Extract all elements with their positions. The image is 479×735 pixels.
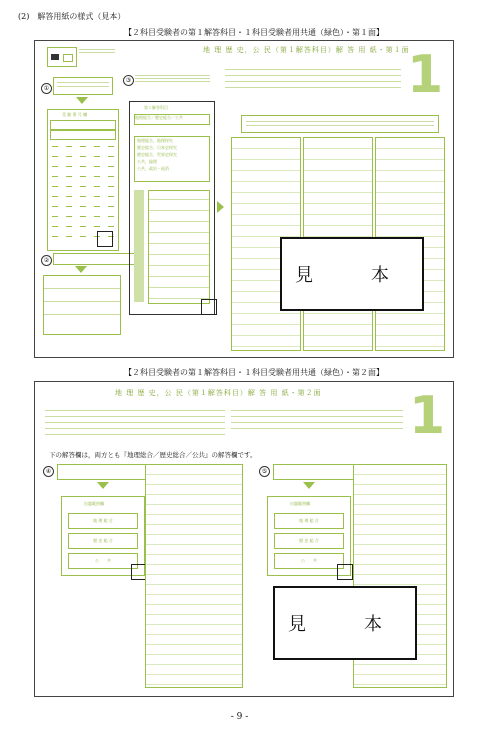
subject-row-2: 歴史総合，日本史探究 bbox=[137, 145, 177, 150]
sheet1-instructions bbox=[225, 61, 401, 88]
mark-legend bbox=[47, 47, 77, 67]
mark-2: ② bbox=[41, 255, 52, 266]
subject-group-b bbox=[148, 190, 210, 304]
sheet1-number: 1 bbox=[407, 45, 444, 105]
range-item-5b: 歴 史 総 合 bbox=[274, 533, 344, 549]
examinee-id-grid bbox=[47, 109, 119, 251]
subject-row-5: 公共，政治・経済 bbox=[137, 166, 169, 171]
sheet2-instructions-right bbox=[231, 404, 403, 429]
confirm-box bbox=[97, 231, 113, 247]
confirm-box-2 bbox=[201, 299, 217, 315]
section-label: (2) 解答用紙の様式（見本） bbox=[18, 12, 126, 21]
answer-sheet-page2 bbox=[34, 381, 454, 697]
sample-stamp-1: 見 本 bbox=[280, 237, 424, 311]
answer-grid-4 bbox=[145, 464, 243, 688]
answer-sheet-page1 bbox=[34, 40, 454, 358]
arrow-down-icon-5 bbox=[303, 482, 315, 489]
mark-5: ⑤ bbox=[259, 466, 270, 477]
sheet2-instructions-left bbox=[45, 404, 225, 435]
caption-page1: 【２科目受験者の第１解答科目・１科目受験者用共通（緑色）・第１面】 bbox=[124, 28, 384, 37]
note-box-1 bbox=[53, 77, 113, 95]
subject-row-3: 歴史総合，世界史探究 bbox=[137, 152, 177, 157]
examinee-id-label: 受 験 番 号 欄 bbox=[62, 112, 88, 117]
mark-3: ③ bbox=[123, 75, 134, 86]
subject-side-bar bbox=[134, 190, 144, 302]
subject-list-panel bbox=[129, 101, 215, 315]
mark-1: ① bbox=[41, 83, 52, 94]
arrow-down-icon-4 bbox=[97, 482, 109, 489]
range-panel-title-5: 出題範囲欄 bbox=[290, 501, 310, 506]
range-item-4a: 地 理 総 合 bbox=[68, 513, 138, 529]
subject-note bbox=[135, 75, 210, 82]
page-number: - 9 - bbox=[230, 712, 249, 722]
range-item-5a: 地 理 総 合 bbox=[274, 513, 344, 529]
sheet1-title: 地 理 歴 史，公 民（第１解答科目）解 答 用 紙・第１面 bbox=[203, 46, 410, 54]
range-item-4b: 歴 史 総 合 bbox=[68, 533, 138, 549]
legend-note bbox=[79, 49, 115, 53]
note-box-2 bbox=[53, 253, 135, 265]
sheet2-instruction: 下の解答欄は，両方とも『地理総合／歴史総合／公共』の解答欄です。 bbox=[49, 451, 257, 459]
subject-row-0: 地理総合／歴史総合／公共 bbox=[134, 114, 210, 125]
name-field-box bbox=[43, 275, 121, 335]
range-panel-title-4: 出題範囲欄 bbox=[84, 501, 104, 506]
arrow-down-icon bbox=[76, 97, 88, 104]
mark-4: ④ bbox=[43, 466, 54, 477]
sheet2-title: 地 理 歴 史，公 民（第１解答科目）解 答 用 紙・第２面 bbox=[115, 389, 322, 397]
confirm-box-5 bbox=[337, 564, 353, 580]
subject-row-1: 地理総合，地理探究 bbox=[137, 138, 173, 143]
range-item-5c: 公 共 bbox=[274, 553, 344, 569]
arrow-down-icon-2 bbox=[75, 266, 87, 273]
subject-row-4: 公共，倫理 bbox=[137, 159, 157, 164]
subject-list-label: 第１解答科目 bbox=[144, 105, 168, 110]
sheet1-callout bbox=[241, 115, 439, 133]
sheet2-number: 1 bbox=[409, 386, 446, 446]
arrow-right-icon bbox=[217, 201, 224, 213]
range-item-4c: 公 共 bbox=[68, 553, 138, 569]
caption-page2: 【２科目受験者の第１解答科目・１科目受験者用共通（緑色）・第２面】 bbox=[124, 368, 384, 377]
subject-group-a bbox=[134, 136, 210, 182]
sample-stamp-2: 見 本 bbox=[273, 586, 417, 660]
